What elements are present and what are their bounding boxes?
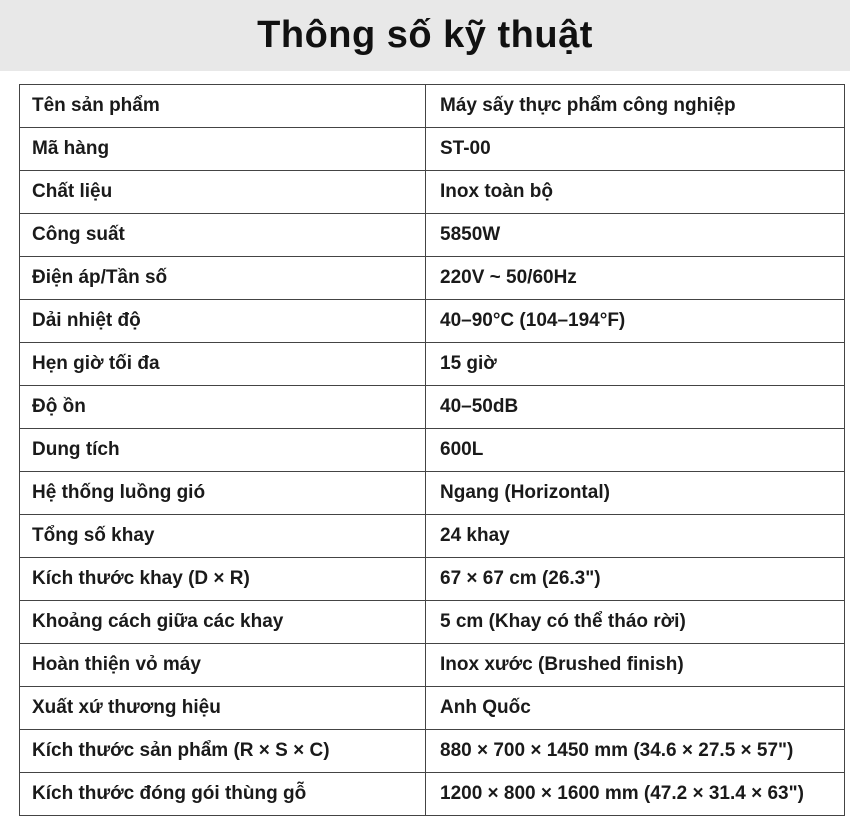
spec-label: Hoàn thiện vỏ máy: [20, 644, 426, 687]
spec-value: 5 cm (Khay có thể tháo rời): [426, 601, 845, 644]
table-row: [20, 472, 845, 515]
spec-label: Dải nhiệt độ: [20, 300, 426, 343]
table-row: [20, 214, 845, 257]
table-row: [20, 687, 845, 730]
spec-value: Inox xước (Brushed finish): [426, 644, 845, 687]
table-row: [20, 773, 845, 816]
spec-label: Kích thước đóng gói thùng gỗ: [20, 773, 426, 816]
spec-value: 40–90°C (104–194°F): [426, 300, 845, 343]
spec-label: Khoảng cách giữa các khay: [20, 601, 426, 644]
spec-label: Hẹn giờ tối đa: [20, 343, 426, 386]
spec-value: 40–50dB: [426, 386, 845, 429]
spec-label: Kích thước sản phẩm (R × S × C): [20, 730, 426, 773]
spec-value: 5850W: [426, 214, 845, 257]
spec-label: Kích thước khay (D × R): [20, 558, 426, 601]
title-banner: [0, 0, 850, 71]
table-row: [20, 429, 845, 472]
table-row: [20, 558, 845, 601]
spec-label: Điện áp/Tần số: [20, 257, 426, 300]
table-row: [20, 601, 845, 644]
spec-label: Mã hàng: [20, 128, 426, 171]
table-row: [20, 644, 845, 687]
table-row: [20, 171, 845, 214]
spec-value: Anh Quốc: [426, 687, 845, 730]
spec-value: 600L: [426, 429, 845, 472]
spec-label: Công suất: [20, 214, 426, 257]
spec-value: 67 × 67 cm (26.3"): [426, 558, 845, 601]
table-row: [20, 386, 845, 429]
spec-label: Xuất xứ thương hiệu: [20, 687, 426, 730]
spec-value: 220V ~ 50/60Hz: [426, 257, 845, 300]
spec-label: Tổng số khay: [20, 515, 426, 558]
page-title: Thông số kỹ thuật: [257, 14, 593, 56]
spec-value: ST-00: [426, 128, 845, 171]
spec-label: Chất liệu: [20, 171, 426, 214]
table-row: [20, 515, 845, 558]
spec-value: 24 khay: [426, 515, 845, 558]
table-row: [20, 730, 845, 773]
spec-value: 15 giờ: [426, 343, 845, 386]
table-row: [20, 85, 845, 128]
table-row: [20, 257, 845, 300]
spec-value: 880 × 700 × 1450 mm (34.6 × 27.5 × 57"): [426, 730, 845, 773]
spec-label: Tên sản phẩm: [20, 85, 426, 128]
spec-value: Inox toàn bộ: [426, 171, 845, 214]
spec-table: [19, 84, 845, 816]
spec-value: Ngang (Horizontal): [426, 472, 845, 515]
spec-label: Dung tích: [20, 429, 426, 472]
spec-label: Độ ồn: [20, 386, 426, 429]
spec-table-body: [20, 85, 845, 816]
table-row: [20, 343, 845, 386]
spec-label: Hệ thống luồng gió: [20, 472, 426, 515]
table-row: [20, 128, 845, 171]
spec-value: 1200 × 800 × 1600 mm (47.2 × 31.4 × 63"): [426, 773, 845, 816]
spec-value: Máy sấy thực phẩm công nghiệp: [426, 85, 845, 128]
table-row: [20, 300, 845, 343]
